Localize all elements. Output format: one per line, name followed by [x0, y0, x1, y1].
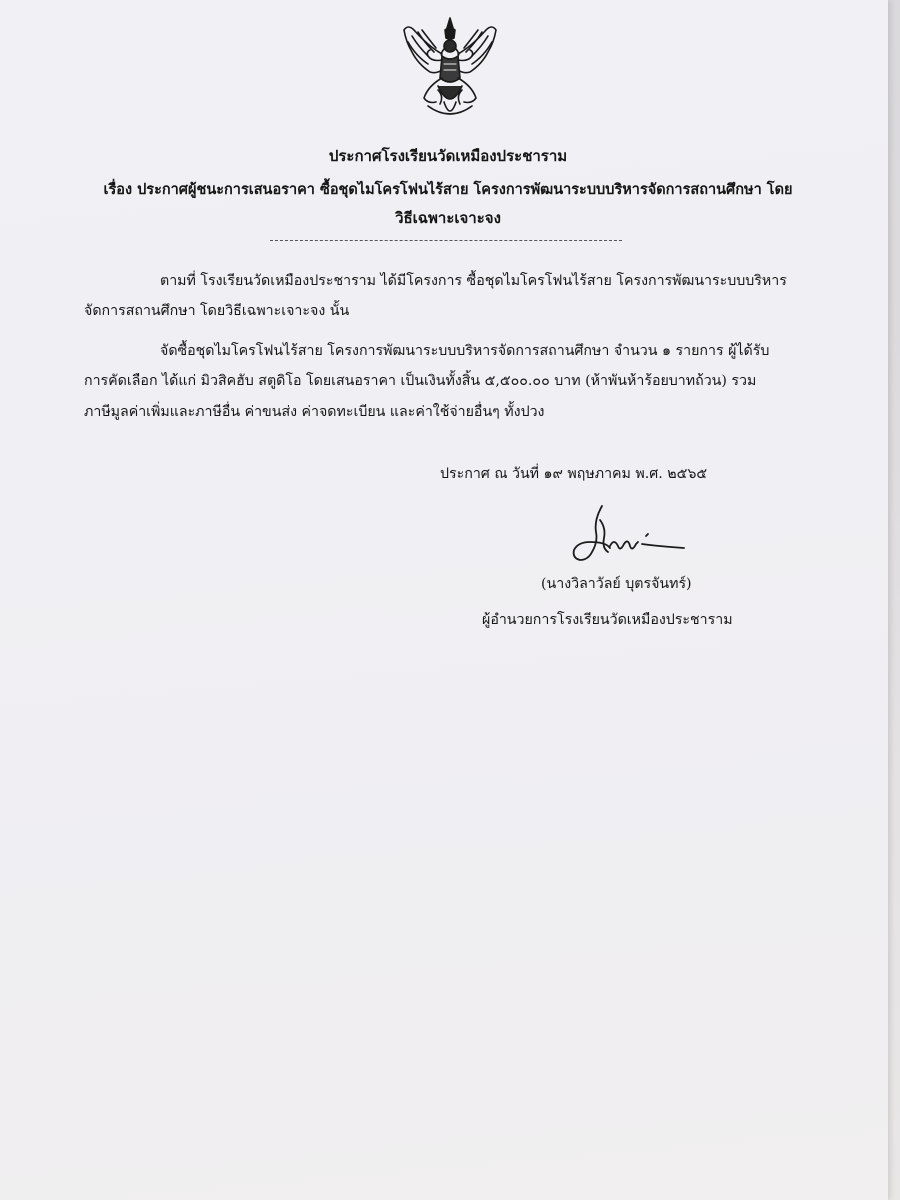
- announcement-title: ประกาศโรงเรียนวัดเหมืองประชาราม: [328, 147, 568, 165]
- body-paragraph-2-line-3: ภาษีมูลค่าเพิ่มและภาษีอื่น ค่าขนส่ง ค่าจดทะเบียน และค่าใช้จ่ายอื่นๆ ทั้งปวง: [84, 404, 545, 420]
- body-paragraph-1-line-1: ตามที่ โรงเรียนวัดเหมืองประชาราม ได้มีโครงการ ซื้อชุดไมโครโฟนไร้สาย โครงการพัฒนาระบบบริหาร: [160, 273, 787, 289]
- signature-icon: [566, 502, 694, 568]
- body-paragraph-2-line-1: จัดซื้อชุดไมโครโฟนไร้สาย โครงการพัฒนาระบบบริหารจัดการสถานศึกษา จำนวน ๑ รายการ ผู้ได้รับ: [160, 343, 770, 359]
- announcement-subject: เรื่อง ประกาศผู้ชนะการเสนอราคา ซื้อชุดไมโครโฟนไร้สาย โครงการพัฒนาระบบบริหารจัดการสถานศึกษา โดย: [103, 181, 793, 198]
- separator-line: [270, 240, 622, 241]
- garuda-emblem-icon: [398, 16, 502, 122]
- body-paragraph-1-line-2: จัดการสถานศึกษา โดยวิธีเฉพาะเจาะจง นั้น: [84, 303, 350, 319]
- body-paragraph-2-line-2: การคัดเลือก ได้แก่ มิวสิคฮับ สตูดิโอ โดยเสนอราคา เป็นเงินทั้งสิ้น ๕,๕๐๐.๐๐ บาท (ห้าพันห้าร้อยบาทถ้วน) รวม: [84, 373, 757, 389]
- announcement-subject-cont: วิธีเฉพาะเจาะจง: [395, 209, 501, 227]
- signer-title: ผู้อำนวยการโรงเรียนวัดเหมืองประชาราม: [482, 612, 733, 628]
- announcement-date: ประกาศ ณ วันที่ ๑๙ พฤษภาคม พ.ศ. ๒๕๖๕: [440, 466, 708, 482]
- signer-name: (นางวิลาวัลย์ บุตรจันทร์): [541, 576, 692, 592]
